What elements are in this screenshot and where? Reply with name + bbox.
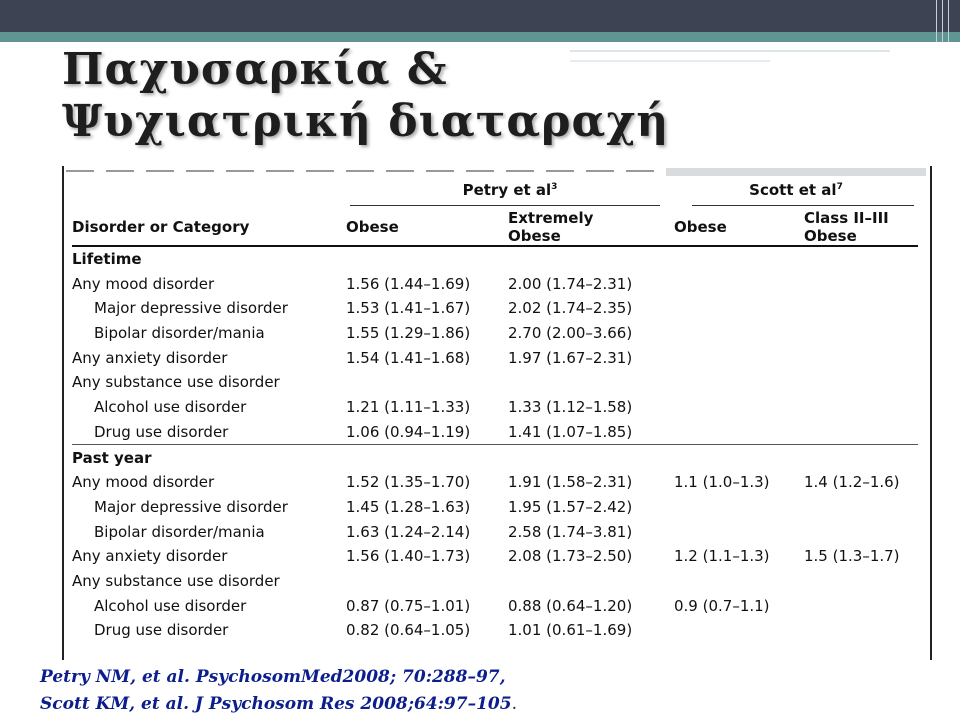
table-cell: 1.5 (1.3–1.7) [804,547,900,566]
citation-scott-text: Scott KM, et al. J Psychosom Res 2008;64:97–105 [40,694,512,714]
table-cell: 1.21 (1.11–1.33) [346,398,471,417]
table-cell: 1.56 (1.40–1.73) [346,547,471,566]
table-cell [508,370,674,395]
table-cell: 1.53 (1.41–1.67) [346,299,471,318]
table-cell: 0.82 (0.64–1.05) [346,621,471,640]
column-header-petry-obese: Obese [346,217,399,236]
table-row [72,271,918,296]
table-group-header-row [72,178,918,203]
slide-top-bar [0,0,960,32]
title-underline [666,168,926,176]
slide-accent-stripe [0,32,960,42]
table-row [72,618,918,643]
group-header-petry-ref: 3 [551,182,558,193]
table-cell: 0.87 (0.75–1.01) [346,596,471,615]
table-cell [346,370,508,395]
table-cropped-top-line [66,170,666,172]
table-cell [674,321,804,346]
slide-title-line-1: Παχυσαρκία & [62,44,448,95]
decorative-line [942,0,943,42]
row-label: Any anxiety disorder [72,348,228,367]
row-label: Major depressive disorder [94,497,288,516]
table-cell [674,345,804,370]
table-cell: 1.54 (1.41–1.68) [346,348,471,367]
group-header-scott-ref: 7 [836,182,843,193]
table-row [72,495,918,520]
table-cell [674,271,804,296]
citation-end-mark: . [511,694,517,714]
table-cell: 1.01 (0.61–1.69) [508,621,633,640]
row-label: Any substance use disorder [72,571,280,590]
table-cell [674,519,804,544]
table-row [72,321,918,346]
row-label: Any mood disorder [72,274,215,293]
table-row [72,470,918,495]
table-row [72,345,918,370]
table-cell: 2.08 (1.73–2.50) [508,547,633,566]
column-header-line: Class II–III [804,208,889,227]
table-cell [804,569,918,594]
table-cell [674,618,804,643]
table-cell: 1.06 (0.94–1.19) [346,422,471,441]
table-cell: 0.88 (0.64–1.20) [508,596,633,615]
table-cell: 1.2 (1.1–1.3) [674,547,770,566]
table-cell [804,296,918,321]
section-label: Lifetime [72,250,142,269]
row-label: Major depressive disorder [94,299,288,318]
row-label: Any substance use disorder [72,373,280,392]
table-column-header-row [72,209,918,246]
column-header-line: Obese [508,226,561,245]
table-cell: 1.63 (1.24–2.14) [346,522,471,541]
table-cell [804,321,918,346]
table-cell [804,420,918,445]
table-cell: 1.33 (1.12–1.58) [508,398,633,417]
table-row [72,593,918,618]
row-label: Any anxiety disorder [72,547,228,566]
table-cell [674,420,804,445]
table-cell: 2.00 (1.74–2.31) [508,274,633,293]
table-cell: 2.70 (2.00–3.66) [508,324,633,343]
table-cell [674,370,804,395]
table-cell [508,569,674,594]
table-cell [674,569,804,594]
table-row [72,420,918,445]
column-header-line: Obese [804,226,857,245]
section-label: Past year [72,448,152,467]
row-label: Alcohol use disorder [94,398,247,417]
table-row [72,519,918,544]
table-section-row [72,246,918,272]
table-cell: 1.91 (1.58–2.31) [508,473,633,492]
odds-ratio-table [72,178,918,643]
table-row [72,544,918,569]
row-label: Drug use disorder [94,621,229,640]
table-cell [674,395,804,420]
table-row [72,296,918,321]
column-header-scott-class [804,209,918,246]
table-cell: 1.45 (1.28–1.63) [346,497,471,516]
table-cell [804,618,918,643]
table-section-row [72,445,918,470]
column-header-scott-obese: Obese [674,217,727,236]
table-row [72,569,918,594]
table-cell [804,495,918,520]
table-cell: 2.58 (1.74–3.81) [508,522,633,541]
table-cell [674,495,804,520]
column-header-petry-extremely-obese [508,209,674,246]
citations [40,664,517,718]
group-rule-petry [350,205,660,206]
table-cell: 1.97 (1.67–2.31) [508,348,633,367]
table-cell [674,296,804,321]
table-cell [346,569,508,594]
table-cell [804,519,918,544]
table-cell [804,271,918,296]
slide-title-line-2: Ψυχιατρική διαταραχή [62,96,670,147]
table-cell: 1.4 (1.2–1.6) [804,473,900,492]
table-row [72,370,918,395]
table-cell [804,370,918,395]
table-cell: 1.95 (1.57–2.42) [508,497,633,516]
column-header-line: Extremely [508,208,594,227]
table-cell: 1.1 (1.0–1.3) [674,473,770,492]
slide-title [62,44,902,148]
decorative-line [936,0,937,42]
citation-petry: Petry NM, et al. PsychosomMed2008; 70:288–97, [40,667,506,687]
table-cell: 1.55 (1.29–1.86) [346,324,471,343]
group-rule-scott [692,205,914,206]
group-header-scott [674,178,918,203]
table-cell: 0.9 (0.7–1.1) [674,596,770,615]
table-cell: 1.41 (1.07–1.85) [508,422,633,441]
group-header-petry-label: Petry et al [462,181,552,200]
group-header-scott-label: Scott et al [749,181,837,200]
row-label: Bipolar disorder/mania [94,324,265,343]
table-cell: 1.52 (1.35–1.70) [346,473,471,492]
table-cell: 2.02 (1.74–2.35) [508,299,633,318]
citation-scott [40,691,517,718]
table-cell [804,395,918,420]
row-label: Bipolar disorder/mania [94,522,265,541]
group-header-petry [346,178,674,203]
table-cell: 1.56 (1.44–1.69) [346,274,471,293]
table-row [72,395,918,420]
row-label: Any mood disorder [72,473,215,492]
column-header-category: Disorder or Category [72,217,250,236]
table-cell [804,345,918,370]
row-label: Alcohol use disorder [94,596,247,615]
table-cell [804,593,918,618]
row-label: Drug use disorder [94,422,229,441]
decorative-line [948,0,949,42]
